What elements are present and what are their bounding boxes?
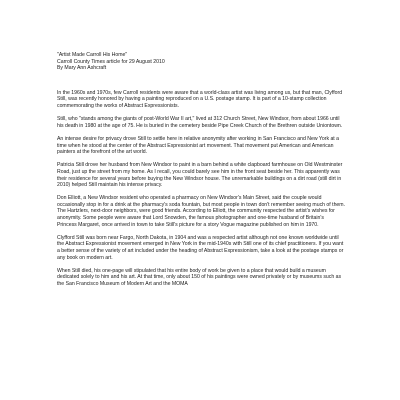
paragraph-6: Clyfford Still was born near Fargo, North Dakota, in 1904 and was a respected artist although not one known worldwide until the Abstract Expressionist movement emerged in New York in the mid-1940s with Still one of its chief practitioners. If you want a better sense of the variety of art included under the heading of Abstract Expressionism, take a look at the postage stamps or any book on modern art. bbox=[57, 234, 344, 261]
article-document bbox=[57, 52, 345, 294]
header-spacer bbox=[57, 72, 345, 90]
paragraph-1: In the 1960s and 1970s, few Carroll residents were aware that a world-class artist was living among us, but that man, Clyfford Still, was recently honored by having a painting reproduced on a U.S. postage stamp. It is part of a 10-stamp collection commemorating the works of Abstract Expressionists. bbox=[57, 89, 343, 109]
article-source: Carroll County Times article for 29 August 2010 bbox=[57, 58, 165, 65]
paragraph-5: Don Elliott, a New Windsor resident who operated a pharmacy on New Windsor's Main Street, said the couple would occasionally stop in for a drink at the pharmacy's soda fountain, but most people in town don't remember seeing much of them. The Hartzlers, next-door neighbors, were good friends. According to Elliott, the community respected the artist's wishes for anonymity. Some people were aware that Lord Snowden, the famous photographer and one-time husband of Britain's Princess Margaret, once arrived in town to take Still's picture for a story Vogue magazine published on him in 1970. bbox=[57, 195, 345, 228]
paragraph-4: Patricia Still drove her husband from New Windsor to paint in a barn behind a white clapboard farmhouse on Old Westminster Road, just up the street from my home. As I recall, you could barely see him in the front seat beside her. This apparently was their residence for several years before buying the New Windsor house. The unremarkable buildings on a dirt road (still dirt in 2010) helped Still maintain his intense privacy. bbox=[57, 162, 343, 189]
paragraph-3: An intense desire for privacy drove Still to settle here in relative anonymity after working in San Francisco and New York at a time when he stood at the center of the Abstract Expressionist art movement. That movement put American and American painters at the forefront of the art world. bbox=[57, 135, 340, 156]
article-header bbox=[57, 52, 345, 72]
paragraph-2: Still, who "stands among the giants of post-World War II art," lived at 312 Church Street, New Windsor, from about 1966 until his death in 1980 at the age of 75. He is buried in the cemetery beside Pipe Creek Church of the Brethren outside Uniontown. bbox=[57, 116, 343, 129]
article-byline: By Mary Ann Ashcraft bbox=[57, 65, 107, 72]
paragraph-7: When Still died, his one-page will stipulated that his entire body of work be given to a place that would build a museum dedicated solely to him and his art. At that time, only about 150 of his paintings were owned privately or by museums such as the San Francisco Museum of Modern Art and the MOMA bbox=[57, 267, 342, 287]
article-title: "Artist Made Carroll His Home" bbox=[57, 52, 128, 58]
